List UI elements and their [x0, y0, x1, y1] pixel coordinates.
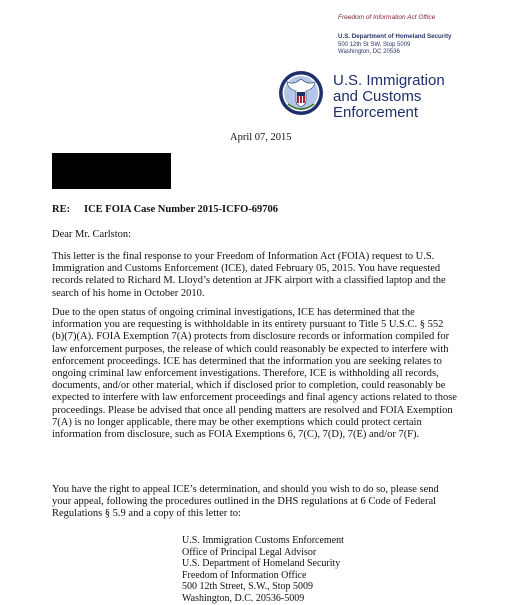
paragraph-line: information you are requesting is withholdable in its entirety pursuant to Title 5 U.S.C. § 552 [52, 319, 444, 331]
address-line: U.S. Department of Homeland Security [182, 558, 341, 570]
dhs-seal-icon [278, 70, 324, 116]
subject-label: RE: [52, 204, 71, 215]
paragraph-line: information from disclosure, such as FOIA Exemptions 6, 7(C), 7(D), 7(E) and/or 7(F). [52, 429, 420, 441]
letterhead-address [338, 33, 451, 57]
appeal-address [182, 535, 344, 605]
paragraph-line: ongoing criminal law enforcement investigations. Therefore, ICE is withholding all records, [52, 368, 439, 380]
paragraph-line: your appeal, following the procedures outlined in the DHS regulations at 6 Code of Federal [52, 496, 437, 508]
body-paragraph [52, 251, 446, 300]
address-line: Washington, D.C. 20536-5009 [182, 592, 305, 604]
paragraph-line: (b)(7)(A). FOIA Exemption 7(A) protects from disclosure records or information compiled for [52, 331, 450, 343]
address-line: Office of Principal Legal Advisor [182, 546, 317, 558]
paragraph-line: documents, and/or other material, which if disclosed prior to completion, could reasonably be [52, 380, 446, 392]
agency-name-line: U.S. Immigration [333, 72, 445, 89]
letter-date: April 07, 2015 [230, 132, 292, 143]
paragraph-line: Regulations § 5.9 and a copy of this letter to: [52, 508, 241, 520]
city-address: Washington, DC 20536 [338, 49, 400, 55]
address-line: Freedom of Information Office [182, 569, 307, 581]
agency-name [333, 73, 445, 121]
paragraph-line: Immigration and Customs Enforcement (ICE), dated February 05, 2015. You have requested [52, 263, 441, 275]
paragraph-line: enforcement proceedings. ICE has determined that the information you are seeking relates to [52, 355, 442, 367]
address-line: 500 12th Street, S.W., Stop 5009 [182, 581, 314, 593]
paragraph-line: You have the right to appeal ICE’s determination, and should you wish to do so, please send [52, 484, 439, 495]
subject-text: ICE FOIA Case Number 2015-ICFO-69706 [84, 204, 279, 215]
paragraph-line: expected to interfere with law enforcement proceedings and final agency actions related to those [52, 392, 457, 404]
department-name: U.S. Department of Homeland Security [338, 33, 452, 40]
body-paragraph [52, 484, 439, 521]
agency-name-line: Enforcement [333, 104, 419, 121]
body-paragraph [52, 307, 457, 441]
paragraph-line: This letter is the final response to your Freedom of Information Act (FOIA) request to U.S. [52, 251, 435, 262]
redacted-recipient-block [52, 153, 171, 189]
address-line: U.S. Immigration Customs Enforcement [182, 535, 344, 546]
street-address: 500 12th St SW, Stop 5009 [338, 41, 411, 48]
salutation: Dear Mr. Carlston: [52, 229, 132, 240]
paragraph-line: Due to the open status of ongoing criminal investigations, ICE has determined that the [52, 307, 415, 318]
paragraph-line: 7(A) is no longer applicable, there may be other exemptions which could protect certain [52, 416, 422, 428]
agency-name-line: and Customs [333, 88, 422, 105]
paragraph-line: proceedings. Please be advised that once all pending matters are resolved and FOIA Exemption [52, 404, 453, 416]
paragraph-line: search of his home in October 2010. [52, 287, 205, 299]
paragraph-line: law enforcement purposes, the release of which could reasonably be expected to interfere with [52, 343, 449, 355]
foia-office-title: Freedom of Information Act Office [338, 14, 436, 21]
subject-line [52, 204, 278, 215]
paragraph-line: records related to Richard M. Lloyd’s detention at JFK airport with a classified laptop and the [52, 275, 446, 287]
